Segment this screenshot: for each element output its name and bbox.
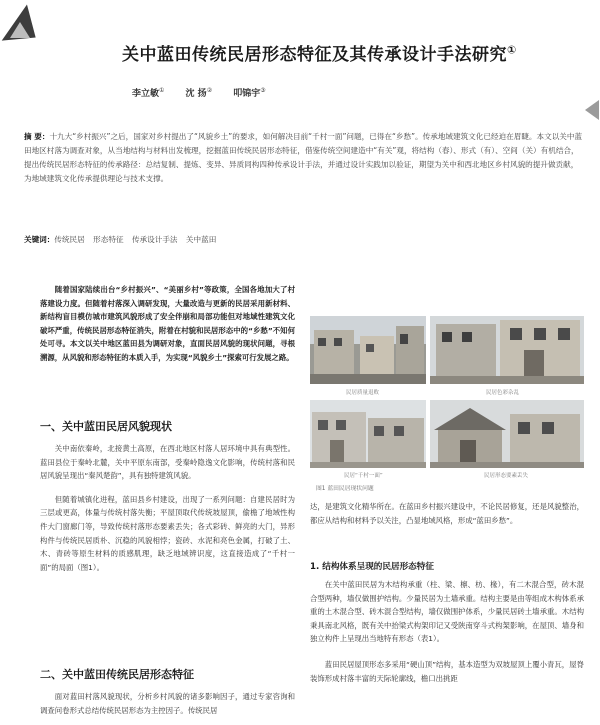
figure-1-caption: 图1 蓝田民居现状问题 <box>316 486 374 492</box>
section-1-paragraph-2: 但随着城镇化进程，蓝田县乡村建设，出现了一系列问题：自建民居时为三层或更高，体量与传统村落失衡；平屋顶取代传统坡屋顶，偷檐了地域性构件大门窗廊门等，导致传统村落形态要素丢失；各式彩砖、鲜亮的大门，异形构件与传统民居质朴、沉稳的风貌相悖；瓷砖、水泥和亮色金属，打破了土、木、青砖等原生材料的质感肌理，缺乏地域辨识度，这直接造成了“千村一面”的局面（图1）。 <box>40 494 295 572</box>
section-1-heading: 一、关中蓝田民居风貌现状 <box>40 420 172 433</box>
section-1-body <box>40 442 295 582</box>
section-2-heading: 二、关中蓝田传统民居形态特征 <box>40 668 194 681</box>
section-2-paragraph-1: 面对蓝田村落风貌现状，分析乡村风貌的诸多影响因子，通过专家咨询和调查问卷形式总结传统民居形态为主控因子。传统民居 <box>40 692 295 715</box>
photo-village-houses-2 <box>430 316 584 384</box>
right-column-text-1 <box>310 500 584 535</box>
photo-caption-2: 民居色彩杂乱 <box>486 390 520 396</box>
author-3-name: 叩锦宇 <box>233 89 261 99</box>
author-1 <box>132 89 164 99</box>
photo-caption-4: 民居形态要素丢失 <box>484 473 529 479</box>
intro-block <box>40 283 295 373</box>
author-2-mark: ② <box>206 87 213 94</box>
photo-village-houses-4 <box>430 400 584 468</box>
author-2-name: 沈 扬 <box>185 89 207 99</box>
author-3 <box>233 89 265 99</box>
keywords-label: 关键词： <box>24 235 55 244</box>
title-text: 关中蓝田传统民居形态特征及其传承设计手法研究 <box>122 45 507 65</box>
right-column-text-2 <box>310 578 584 693</box>
photo-village-houses-3 <box>310 400 426 468</box>
decorative-triangle-right <box>585 100 599 120</box>
author-3-mark: ③ <box>260 87 266 94</box>
paper-title <box>122 40 517 65</box>
photo-caption-3: 民居“千村一面” <box>344 473 383 479</box>
photo-caption-1: 民居质量退败 <box>346 390 380 396</box>
abstract-label: 摘 要： <box>24 132 50 141</box>
subsection-1-heading: 1. 结构体系呈现的民居形态特征 <box>310 562 434 572</box>
intro-paragraph: 随着国家陆续出台“乡村振兴”、“美丽乡村”等政策，全国各地加大了村落建设力度。但随着村落深入调研发现，大量改造与更新的民居采用新材料、新结构盲目模仿城市建筑风貌形成了安全伴崩和局部功能但对地域性建筑文化破坏严重，传统民居形态特征消失，附着在村貌和民居形态中的“乡愁”不知何处可寻。本文以关中地区蓝田县为调研对象，直面民居风貌的现状问题，寻根溯源，从风貌和形态特征的本质入手，为实现“风貌乡土”探索可行发展之路。 <box>40 285 295 362</box>
right-paragraph-1: 达，是建筑文化精华所在。在蓝田乡村振兴建设中，不论民居修复，还是风貌整治，都应从结构和材料予以关注，凸显地域风格，形成“蓝田乡愁”。 <box>310 502 584 525</box>
author-list <box>132 86 284 99</box>
keywords <box>24 234 584 245</box>
title-footnote-mark: ① <box>507 43 517 57</box>
decorative-triangle-light <box>10 22 30 38</box>
right-paragraph-3: 蓝田民居屋顶形态多采用“硬山顶”结构，基本造型为双坡屋顶上覆小青瓦，屋脊装饰形成村落丰富的天际轮廓线，檐口出挑距 <box>310 659 584 683</box>
author-1-name: 李立敏 <box>132 89 160 99</box>
right-paragraph-2: 在关中蓝田民居为木结构承重（柱、梁、檩、枋、椽），有二木混合型，砖木混合型两种，墙仅做围护结构。少量民居为土墙承重。结构主要是由等组成木构体系承重的土木混合型、砖木混合型结构，墙仅做围护体系，少量民居砖土墙承重。木结构秉具南北风格，既有关中抬梁式构架印记又受陕南穿斗式构架影响，在屋顶、墙身和独立构件上呈现出当地特有形态（表1）。 <box>310 580 584 644</box>
author-2 <box>186 89 213 99</box>
keywords-text: 传统民居 形态特征 传承设计手法 关中蓝田 <box>54 235 217 244</box>
abstract-text: 十九大“乡村振兴”之后，国家对乡村提出了“风貌乡土”的要求，如何解决目前“千村一面”问题，已得在“乡愁”。传承地域建筑文化已经迫在眉睫。本文以关中蓝田地区村落为调查对象，从当地结构与材料出发梳理，挖掘蓝田传统民居形态特征，借鉴传统空间建造中“有关”观，将结构（春）、形式（有）、空间（关）有机结合，提出传统民居形态特征的传承路径：总结复制、提炼、变异、异质同构四种传承设计手法，并通过设计实践加以验证，期望为关中和西北地区乡村风貌的提升做贡献，为地域建筑文化传承提供理论与技术支撑。 <box>24 132 583 183</box>
section-1-paragraph-1: 关中南依秦岭，北接黄土高原，在西北地区村落人居环境中具有典型性。蓝田县位于秦岭北麓，关中平原东南部，受秦岭隐逸文化影响，传统村落和民居风貌呈现出“秦风楚韵”，具有独特建筑风貌。 <box>40 444 295 481</box>
abstract <box>24 130 584 186</box>
section-2-body <box>40 690 295 725</box>
photo-village-houses-1 <box>310 316 426 384</box>
author-1-mark: ① <box>159 87 165 94</box>
